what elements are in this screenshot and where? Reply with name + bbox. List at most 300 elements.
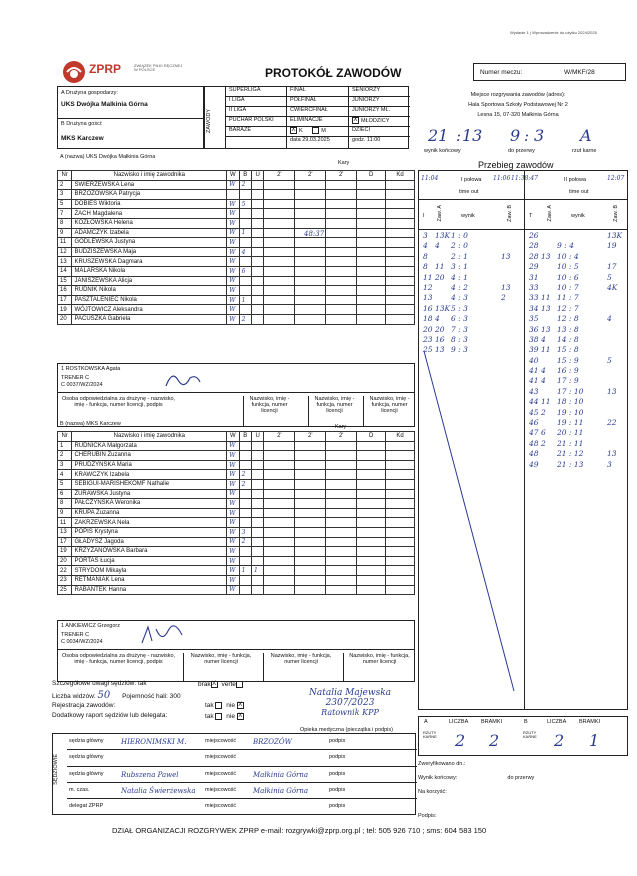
team-b-player-w: W	[227, 575, 239, 585]
team-a-player-nr: 13	[58, 257, 72, 267]
team-b-player-row	[58, 451, 415, 461]
match-number: W/MKF/28	[564, 69, 595, 76]
progress-cell: 19	[607, 241, 617, 251]
team-b-officials-label: Osoba odpowiedzialna za drużynę - nazwisko, imię - funkcja, numer licencji, podpis	[61, 653, 176, 666]
progress-col-header: I	[423, 213, 425, 219]
progress-cell: 4	[435, 241, 440, 251]
progress-cell: 4K	[607, 282, 618, 292]
progress-col-header: wynik	[571, 213, 585, 219]
team-a-penalty-cell	[264, 199, 295, 209]
team-a-penalty-cell	[264, 266, 295, 276]
team-b-penalty-cell	[386, 527, 415, 537]
team-a-penalty-cell	[326, 314, 357, 324]
team-b-player-u	[251, 537, 263, 547]
team-b-penalty-cell	[295, 489, 326, 499]
team-a-player-row	[58, 257, 415, 267]
progress-cell: 20 : 11	[557, 428, 584, 438]
floor-row	[198, 681, 245, 688]
verify-sign-label: Podpis:	[418, 813, 437, 820]
progress-cell: 6	[541, 428, 546, 438]
reg-nie-checkbox[interactable]: X	[238, 702, 243, 708]
zprp-logo-icon	[62, 60, 86, 84]
referee-role: delegat ZPRP	[69, 803, 104, 810]
team-b-player-row	[58, 460, 415, 470]
team-b-penalty-cell	[264, 479, 295, 489]
team-b-player-b	[239, 451, 251, 461]
team-a-player-nr: 8	[58, 218, 72, 228]
progress-cell: 2 : 1	[451, 251, 468, 261]
team-b-player-w: W	[227, 566, 239, 576]
team-b-player-row	[58, 479, 415, 489]
team-a-player-w: W	[227, 257, 239, 267]
team-a-header-6: 2'	[295, 171, 326, 181]
team-b-penalty-cell	[264, 508, 295, 518]
gender-k-checkbox[interactable]: X	[291, 127, 296, 133]
comp-i-liga: I LIGA	[226, 97, 286, 107]
progress-cell: 10 : 6	[557, 272, 579, 282]
team-a-header-5: 2'	[264, 171, 295, 181]
team-a-player-nr: 7	[58, 209, 72, 219]
progress-cell: 2	[541, 438, 546, 448]
team-a-player-u	[251, 247, 263, 257]
team-b-player-b	[239, 508, 251, 518]
team-b-player-row	[58, 556, 415, 566]
competition-box	[204, 86, 409, 149]
team-b-penalty-cell	[295, 547, 326, 557]
referee-name: Natalia Świerżewska	[121, 786, 196, 795]
progress-cell: 8 : 3	[451, 334, 468, 344]
team-a-penalty-cell	[386, 257, 415, 267]
team-b-player-u	[251, 441, 263, 451]
medic-name: Natalia Majewska	[308, 688, 392, 698]
team-b-player-b	[239, 575, 251, 585]
team-a-player-b	[239, 257, 251, 267]
team-a-penalty-cell	[295, 276, 326, 286]
team-a-header-8: D	[357, 171, 386, 181]
progress-col-header: Zaw. A	[547, 205, 553, 222]
team-b-penalty-cell	[357, 585, 386, 595]
team-a-label: A Drużyna gospodarzy:	[61, 90, 118, 96]
progress-row	[525, 273, 629, 283]
team-a-penalty-cell	[357, 238, 386, 248]
team-b-player-row	[58, 527, 415, 537]
team-b-header-1: Nazwisko i imię zawodnika	[72, 432, 227, 442]
progress-cell: 15 : 9	[557, 355, 579, 365]
referee-place-label: miejscowość	[205, 803, 237, 810]
progress-cell: 8	[423, 251, 428, 261]
team-a-player-row	[58, 218, 415, 228]
team-b-player-row	[58, 585, 415, 595]
rep-tak-checkbox[interactable]	[215, 713, 222, 720]
progress-cell: 13	[541, 324, 551, 334]
team-b-player-w: W	[227, 518, 239, 528]
team-b-player-name: PRUDZYNSKA Maria	[72, 460, 227, 470]
referee-place-label: miejscowość	[205, 738, 237, 744]
referee-sign-label: podpis	[329, 738, 346, 744]
team-b-player-u	[251, 470, 263, 480]
progress-cell: 19 : 11	[557, 418, 584, 428]
team-a-penalty-cell	[264, 247, 295, 257]
team-a-penalty-cell	[326, 247, 357, 257]
team-a-player-row	[58, 228, 415, 238]
referee-role: m. czas.	[69, 786, 90, 793]
team-b-player-row	[58, 508, 415, 518]
comp-puchar: PUCHAR POLSKI	[226, 117, 286, 127]
floor-verte: verte	[221, 681, 236, 689]
team-b-penalty-cell	[295, 556, 326, 566]
team-a-player-name: ŚWIERŻEWSKA Lena	[72, 180, 227, 190]
referee-place: Małkinia Górna	[253, 786, 309, 795]
team-a-player-w: W	[227, 199, 239, 209]
team-b-player-row	[58, 518, 415, 528]
progress-cell: 1 : 0	[451, 231, 468, 240]
team-b-penalty-cell	[295, 518, 326, 528]
team-a-penalty-cell	[357, 314, 386, 324]
org-subtitle: ZWIĄZEK PIŁKI RĘCZNEJ W POLSCE	[134, 63, 183, 73]
timeout1b: 11:38:47	[511, 175, 538, 182]
team-b-player-b	[239, 489, 251, 499]
progress-cell: 11	[541, 293, 551, 303]
progress-cell: 48	[529, 438, 539, 448]
team-a-player-b: 4	[239, 247, 251, 257]
team-b-table	[57, 431, 415, 595]
team-b-header-2: W	[227, 432, 239, 442]
team-b-player-u	[251, 451, 263, 461]
referee-place-label: miejscowość	[205, 754, 237, 761]
team-b-penalty-cell	[264, 547, 295, 557]
team-b-penalty-cell	[264, 566, 295, 576]
spectators-row	[52, 690, 181, 701]
venue-line2: Lesna 15, 07-320 Małkinia Górna	[477, 112, 559, 119]
team-a-penalty-cell	[295, 180, 326, 190]
progress-cell: 20	[435, 324, 445, 334]
team-a-official-col2: Nazwisko, imię - funkcja, numer licencji	[308, 396, 360, 427]
winner: A	[580, 126, 592, 145]
team-a-player-w	[227, 190, 239, 200]
team-a-penalty-cell	[295, 190, 326, 200]
stats-b-rzuty: RZUTY KARNE	[523, 730, 537, 740]
progress-cell: 13	[501, 282, 511, 292]
reg-tak-checkbox[interactable]	[215, 702, 222, 709]
progress-cell: 21 : 11	[557, 438, 584, 448]
gender-m-checkbox[interactable]	[312, 127, 319, 134]
progress-col-header: Zaw. A	[437, 205, 443, 222]
progress-cell: 18	[423, 314, 433, 324]
team-b-player-u	[251, 460, 263, 470]
team-a-coach: 1 ROSTKOWSKA Agata	[61, 366, 121, 372]
team-b-player-w: W	[227, 441, 239, 451]
progress-row	[525, 428, 629, 438]
verify-half-label: do przerwy	[507, 775, 535, 782]
team-a-penalty-cell	[326, 238, 357, 248]
team-b-penalty-cell	[326, 547, 357, 557]
team-b-player-u	[251, 556, 263, 566]
stats-b-label: B	[524, 719, 528, 725]
gender-k-label: K	[299, 127, 303, 134]
team-b-player-w: W	[227, 499, 239, 509]
team-b-player-name: KRAWCZYK Izabela	[72, 470, 227, 480]
venue-line1: Hala Sportowa Szkoły Podstawowej Nr 2	[468, 102, 568, 109]
team-b-player-w: W	[227, 537, 239, 547]
referee-row	[67, 783, 417, 799]
team-a-penalty-cell	[295, 209, 326, 219]
teams-box	[57, 86, 204, 149]
team-a-player-w: W	[227, 228, 239, 238]
floor-brak-checkbox[interactable]: X	[212, 681, 217, 687]
team-a-player-b	[239, 276, 251, 286]
team-b-player-b: 1	[239, 566, 251, 576]
team-a-player-u	[251, 314, 263, 324]
referees-box	[52, 733, 416, 815]
team-a-penalty-cell	[386, 238, 415, 248]
team-a-player-b: 1	[239, 295, 251, 305]
team-a-header-2: W	[227, 171, 239, 181]
timeout-label-1: time out	[459, 189, 479, 195]
progress-cell: 22	[607, 418, 617, 428]
team-a-penalty-cell	[326, 295, 357, 305]
team-a-penalty-cell	[264, 257, 295, 267]
team-a-player-nr: 19	[58, 305, 72, 315]
progress-cell: 48	[529, 449, 539, 459]
team-b-player-w: W	[227, 489, 239, 499]
team-b-player-name: PAŁCZYNSKA Weronika	[72, 499, 227, 509]
team-a-player-w: W	[227, 218, 239, 228]
rep-nie: nie	[226, 713, 235, 721]
team-b-player-name: PORTAS Łucja	[72, 556, 227, 566]
referee-role: sędzia główny	[69, 738, 104, 744]
team-a-penalty-cell	[386, 190, 415, 200]
floor-verte-checkbox[interactable]	[236, 681, 243, 688]
progress-cell: 10 : 4	[557, 251, 579, 261]
team-b-player-row	[58, 499, 415, 509]
team-b-player-b	[239, 556, 251, 566]
medical-caption: Opieka medyczna (pieczątka i podpis)	[300, 727, 393, 733]
progress-cell: 45	[529, 407, 539, 417]
progress-row	[525, 439, 629, 449]
team-a-player-nr: 11	[58, 238, 72, 248]
progress-cell: 13	[541, 303, 551, 313]
team-a-penalty-cell	[357, 247, 386, 257]
team-a-penalty-cell	[326, 286, 357, 296]
team-b-penalty-cell	[264, 489, 295, 499]
team-a-player-nr: 2	[58, 180, 72, 190]
team-a-penalty-cell	[264, 286, 295, 296]
half2-label: II połowa	[564, 177, 587, 183]
youth-checkbox[interactable]: X	[353, 117, 358, 123]
team-a-player-u	[251, 257, 263, 267]
team-b-kary: Kary	[335, 424, 347, 430]
team-b-penalty-cell	[264, 518, 295, 528]
team-a-player-u	[251, 190, 263, 200]
team-a-player-w: W	[227, 266, 239, 276]
progress-cell: 28	[529, 251, 539, 261]
team-a-player-name: MALARSKA Nikola	[72, 266, 227, 276]
age-junior-younger: JUNIORZY MŁ.	[349, 107, 410, 117]
progress-cell: 28	[529, 241, 539, 251]
team-b-player-u	[251, 479, 263, 489]
team-a-penalty-cell	[386, 247, 415, 257]
progress-cell: 4 : 1	[451, 272, 468, 282]
team-a-penalty-cell	[386, 228, 415, 238]
team-a-penalty-cell	[357, 218, 386, 228]
progress-col-header: Zaw. B	[613, 205, 619, 222]
team-a-player-u	[251, 305, 263, 315]
progress-cell: 3	[423, 231, 428, 240]
progress-cell: 12	[423, 282, 433, 292]
team-b-player-nr: 17	[58, 537, 72, 547]
team-b-player-nr: 13	[58, 527, 72, 537]
team-a-player-row	[58, 238, 415, 248]
team-a-official-col1: Nazwisko, imię - funkcja, numer licencji	[243, 396, 295, 427]
report-label: Dodatkowy raport sędziów lub delegata:	[52, 712, 168, 719]
progress-cell: 5	[607, 355, 612, 365]
team-b-penalty-cell	[386, 451, 415, 461]
team-b-penalty-cell	[357, 566, 386, 576]
team-b-penalty-cell	[357, 537, 386, 547]
team-b-player-name: RABANTEK Hanna	[72, 585, 227, 595]
team-b-penalty-cell	[386, 518, 415, 528]
team-a-table	[57, 170, 415, 325]
team-a-player-nr: 12	[58, 247, 72, 257]
progress-cell: 3	[607, 459, 612, 469]
match-time: godz. 11:00	[352, 137, 381, 143]
team-b-player-b	[239, 499, 251, 509]
team-a-player-name: BRZOZOWSKA Patrycja	[72, 190, 227, 200]
rep-nie-checkbox[interactable]: X	[238, 713, 243, 719]
team-b-player-row	[58, 441, 415, 451]
progress-cell: 8	[423, 262, 428, 272]
stats-a-rzuty: RZUTY KARNE	[423, 730, 437, 740]
progress-cell: 19 : 10	[557, 407, 584, 417]
team-b-player-name: RETMANIAK Lena	[72, 575, 227, 585]
team-b-label: B Drużyna gości:	[61, 121, 103, 127]
team-a-player-nr: 16	[58, 286, 72, 296]
team-a-penalty-note: 48:37	[304, 230, 325, 238]
team-a-penalty-cell	[295, 266, 326, 276]
progress-cell: 12 : 7	[557, 303, 579, 313]
progress-row	[525, 252, 629, 262]
progress-cell: 21 : 13	[557, 459, 584, 469]
team-a-player-u	[251, 266, 263, 276]
team-a-player-b	[239, 305, 251, 315]
team-a-penalty-cell	[386, 295, 415, 305]
stats-a-liczba: 2	[455, 731, 466, 750]
top-note: Wydanie 1 | Wprowadzenie do użytku 2024/2025	[510, 30, 597, 35]
referee-place: Małkinia Górna	[253, 770, 309, 779]
spectators-label: Liczba widzów:	[52, 693, 96, 700]
progress-cell: 10 : 7	[557, 282, 579, 292]
verification-block	[418, 757, 628, 819]
progress-cell: 4	[541, 334, 546, 344]
timeout-label-2: time out	[569, 189, 589, 195]
org-name: ZPRP	[89, 62, 122, 76]
team-b-penalty-cell	[357, 479, 386, 489]
team-b-penalty-cell	[357, 441, 386, 451]
progress-row	[525, 418, 629, 428]
team-a-player-row	[58, 247, 415, 257]
medic-role: Ratownik KPP	[321, 708, 379, 717]
team-b-player-nr: 1	[58, 441, 72, 451]
team-a-player-row	[58, 190, 415, 200]
team-b-penalty-cell	[386, 556, 415, 566]
verify-for-label: Na korzyść:	[418, 789, 447, 796]
age-youth-row	[349, 117, 410, 127]
team-b-penalty-cell	[264, 441, 295, 451]
team-b-player-name: ZAKRZEWSKA Nela	[72, 518, 227, 528]
team-a-player-b	[239, 218, 251, 228]
team-b-player-w: W	[227, 508, 239, 518]
team-a-officials	[57, 363, 415, 427]
team-b-penalty-cell	[357, 527, 386, 537]
half1-label: I połowa	[461, 177, 482, 183]
team-b-player-name: SEBIGUI-MARISHEKOMF Nathalie	[72, 479, 227, 489]
team-a-player-b: 1	[239, 228, 251, 238]
team-b-player-w: W	[227, 556, 239, 566]
team-b-name-label: B (nazwa) MKS Karczew	[60, 421, 121, 427]
team-b-player-w: W	[227, 460, 239, 470]
team-b-player-nr: 8	[58, 499, 72, 509]
team-b-header-8: D	[357, 432, 386, 442]
stats-a-liczba-label: LICZBA	[449, 719, 469, 725]
progress-cell: 23	[423, 334, 433, 344]
capacity-label: Pojemność hali:	[122, 693, 168, 700]
progress-row	[525, 314, 629, 324]
registration-options	[205, 702, 246, 709]
gender-m-label: M	[321, 127, 326, 134]
progress-cell: 4	[435, 314, 440, 324]
progress-row	[525, 449, 629, 459]
team-a-penalty-cell	[295, 238, 326, 248]
team-a-player-name: GODLEWSKA Justyna	[72, 238, 227, 248]
progress-cell: 41	[529, 366, 539, 376]
progress-row	[525, 293, 629, 303]
team-b-penalty-cell	[386, 547, 415, 557]
team-b-penalty-cell	[386, 585, 415, 595]
team-a-penalty-cell	[357, 228, 386, 238]
team-b-penalty-cell	[295, 508, 326, 518]
team-a-player-name: JANISZEWSKA Alicja	[72, 276, 227, 286]
verify-final-row	[418, 775, 628, 781]
team-b-player-nr: 9	[58, 508, 72, 518]
progress-cell: 11	[541, 345, 551, 355]
stats-b-liczba-label: LICZBA	[547, 719, 567, 725]
progress-cell: 17 : 9	[557, 376, 579, 386]
referee-place-label: miejscowość	[205, 770, 237, 777]
team-b-player-nr: 25	[58, 585, 72, 595]
comp-eliminations: ELIMINACJE	[287, 117, 348, 127]
team-b-coach-signature	[138, 623, 188, 647]
team-b-player-u	[251, 547, 263, 557]
final-score-b: 13	[462, 126, 483, 145]
team-b-penalty-cell	[357, 489, 386, 499]
team-a-player-name: PACUSZKA Gabriela	[72, 314, 227, 324]
stats-a-bramki-label: BRAMKI	[481, 719, 503, 725]
progress-row	[525, 304, 629, 314]
team-b-penalty-cell	[295, 585, 326, 595]
team-b-penalty-cell	[386, 479, 415, 489]
team-b-player-nr: 22	[58, 566, 72, 576]
team-b-penalty-cell	[386, 566, 415, 576]
progress-cell: 16	[423, 303, 433, 313]
stats-b-liczba: 2	[554, 731, 565, 750]
team-b-player-name: GŁADYSZ Jagoda	[72, 537, 227, 547]
team-b-penalty-cell	[295, 537, 326, 547]
team-b-penalty-cell	[326, 489, 357, 499]
medical-stamp	[285, 688, 415, 726]
team-b-header-9: Kd	[386, 432, 415, 442]
final-score-a: 21	[428, 126, 449, 145]
team-a-penalty-cell	[326, 209, 357, 219]
